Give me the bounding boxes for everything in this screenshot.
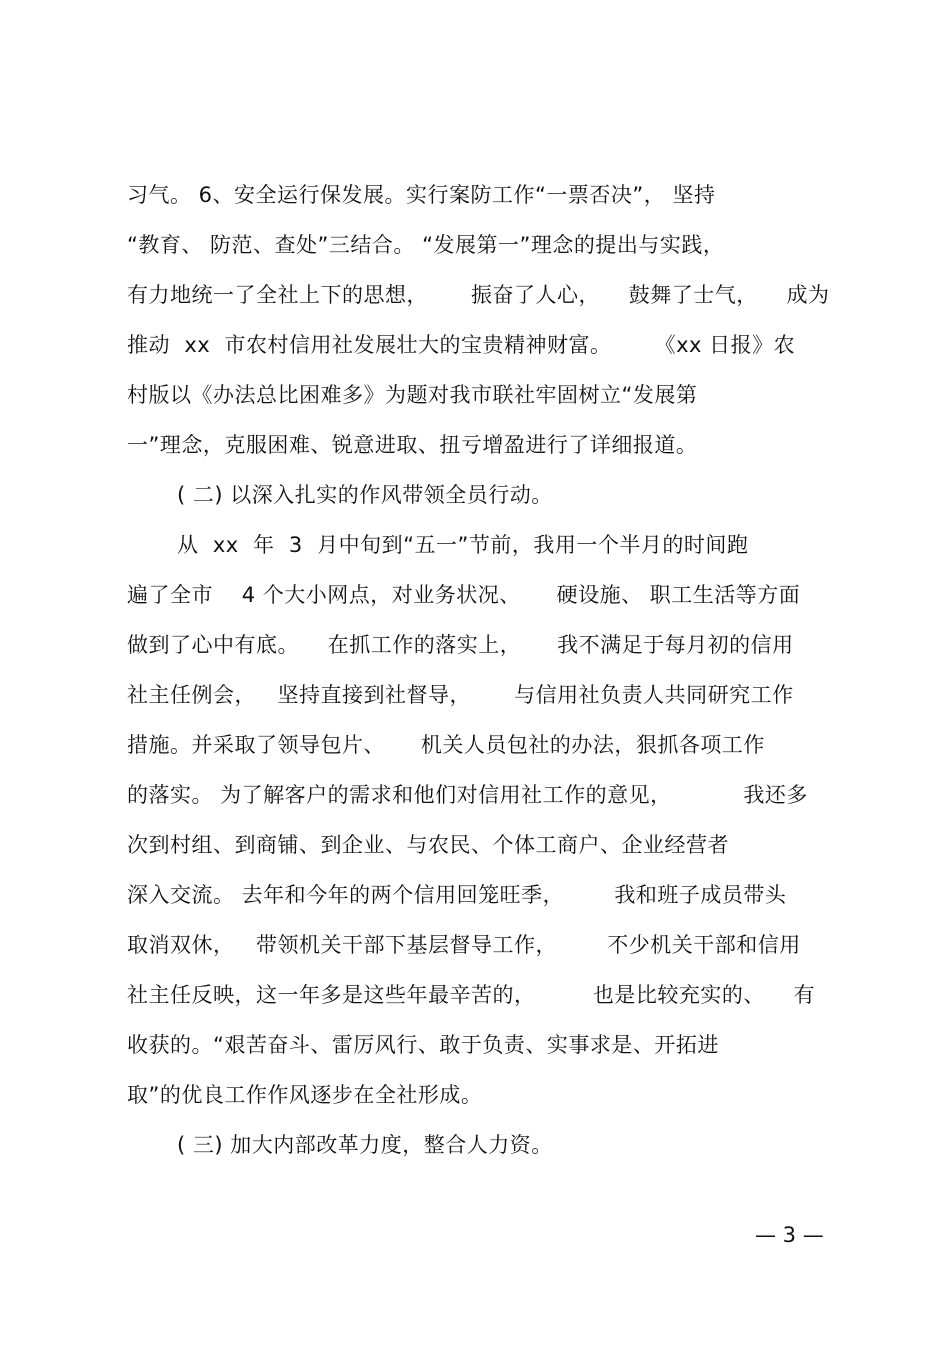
text-line-4: 推动 xx 市农村信用社发展壮大的宝贵精神财富。 《xx 日报》农 bbox=[127, 333, 796, 357]
text-line-6: 一”理念，克服困难、锐意进取、扭亏增盈进行了详细报道。 bbox=[127, 433, 698, 457]
text-line-19: 取”的优良工作作风逐步在全社形成。 bbox=[127, 1083, 483, 1107]
text-line-2: “教育、 防范、查处”三结合。 “发展第一”理念的提出与实践， bbox=[127, 233, 725, 257]
section-heading-2: ( 二) 以深入扎实的作风带领全员行动。 bbox=[177, 483, 553, 507]
text-line-18: 收获的。“艰苦奋斗、雷厉风行、敢于负责、实事求是、开拓进 bbox=[127, 1033, 719, 1057]
text-line-8: 从 xx 年 3 月中旬到“五一”节前，我用一个半月的时间跑 bbox=[177, 533, 749, 557]
text-line-10: 做到了心中有底。 在抓工作的落实上， 我不满足于每月初的信用 bbox=[127, 633, 794, 657]
section-heading-3: ( 三) 加大内部改革力度，整合人力资。 bbox=[177, 1133, 553, 1157]
text-line-12: 措施。并采取了领导包片、 机关人员包社的办法，狠抓各项工作 bbox=[127, 733, 765, 757]
text-line-1: 习气。 6、安全运行保发展。实行案防工作“一票否决”， 坚持 bbox=[127, 183, 716, 207]
page-number: — 3 — bbox=[755, 1223, 824, 1247]
text-line-3: 有力地统一了全社上下的思想， 振奋了人心， 鼓舞了士气， 成为 bbox=[127, 283, 830, 307]
text-line-17: 社主任反映，这一年多是这些年最辛苦的， 也是比较充实的、 有 bbox=[127, 983, 816, 1007]
text-line-15: 深入交流。 去年和今年的两个信用回笼旺季， 我和班子成员带头 bbox=[127, 883, 787, 907]
text-line-5: 村版以《办法总比困难多》为题对我市联社牢固树立“发展第 bbox=[127, 383, 698, 407]
text-line-14: 次到村组、到商铺、到企业、与农民、个体工商户、企业经营者 bbox=[127, 833, 729, 857]
text-line-9: 遍了全市 4 个大小网点，对业务状况、 硬设施、 职工生活等方面 bbox=[127, 583, 801, 607]
text-line-13: 的落实。 为了解客户的需求和他们对信用社工作的意见， 我还多 bbox=[127, 783, 808, 807]
text-line-16: 取消双休， 带领机关干部下基层督导工作， 不少机关干部和信用 bbox=[127, 933, 801, 957]
text-line-11: 社主任例会， 坚持直接到社督导， 与信用社负责人共同研究工作 bbox=[127, 683, 794, 707]
